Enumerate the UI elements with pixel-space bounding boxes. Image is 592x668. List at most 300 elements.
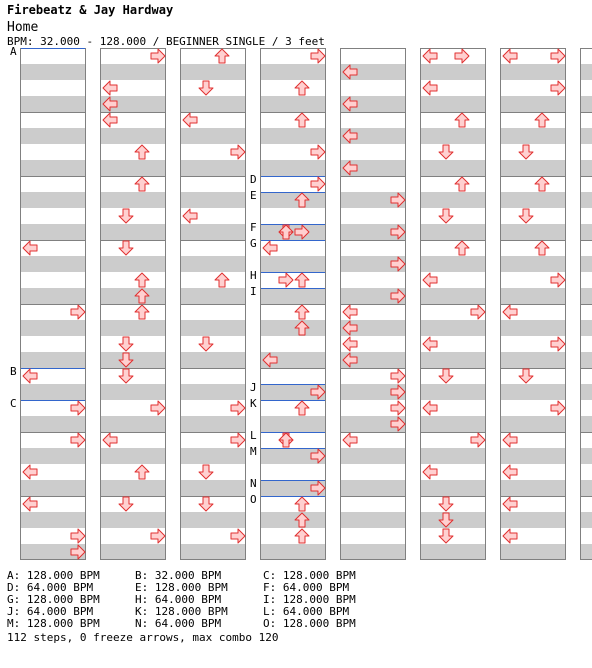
beat-band: [581, 272, 592, 288]
beat-band: [181, 128, 245, 144]
beat-band: [421, 240, 485, 256]
arrow-down-icon: [438, 368, 454, 384]
arrow-up-icon: [278, 224, 294, 240]
arrow-right-icon: [150, 48, 166, 64]
beat-band: [501, 480, 565, 496]
beat-band: [21, 128, 85, 144]
beat-band: [501, 448, 565, 464]
beat-band: [421, 480, 485, 496]
beat-band: [261, 416, 325, 432]
arrow-right-icon: [390, 192, 406, 208]
beat-band: [181, 480, 245, 496]
measure-line: [421, 240, 485, 241]
arrow-left-icon: [422, 48, 438, 64]
measure-line: [501, 559, 565, 560]
beat-band: [181, 288, 245, 304]
beat-band: [261, 128, 325, 144]
beat-band: [581, 96, 592, 112]
beat-band: [261, 512, 325, 528]
beat-band: [261, 528, 325, 544]
arrow-right-icon: [310, 448, 326, 464]
beat-band: [101, 128, 165, 144]
beat-band: [581, 160, 592, 176]
bpm-marker-label: N: [250, 477, 257, 490]
beat-band: [21, 320, 85, 336]
arrow-up-icon: [214, 272, 230, 288]
arrow-right-icon: [230, 400, 246, 416]
beat-band: [421, 384, 485, 400]
bpm-legend-entry: C: 128.000 BPM: [263, 569, 356, 582]
beat-band: [581, 192, 592, 208]
beat-band: [101, 192, 165, 208]
measure-line: [181, 559, 245, 560]
arrow-right-icon: [294, 224, 310, 240]
beat-band: [581, 480, 592, 496]
step-summary: 112 steps, 0 freeze arrows, max combo 120: [7, 631, 279, 644]
arrow-left-icon: [342, 64, 358, 80]
arrow-up-icon: [294, 80, 310, 96]
arrow-down-icon: [118, 336, 134, 352]
arrow-up-icon: [294, 400, 310, 416]
beat-band: [501, 176, 565, 192]
arrow-right-icon: [70, 432, 86, 448]
measure-line: [341, 559, 405, 560]
beat-band: [21, 416, 85, 432]
beat-band: [181, 448, 245, 464]
arrow-left-icon: [22, 496, 38, 512]
beat-band: [501, 192, 565, 208]
beat-band: [261, 464, 325, 480]
beat-band: [581, 256, 592, 272]
beat-band: [581, 112, 592, 128]
arrow-up-icon: [294, 112, 310, 128]
beat-band: [581, 224, 592, 240]
arrow-down-icon: [118, 352, 134, 368]
beat-band: [501, 544, 565, 560]
bpm-marker-label: I: [250, 285, 257, 298]
bpm-marker-label: K: [250, 397, 257, 410]
bpm-legend-entry: M: 128.000 BPM: [7, 617, 100, 630]
measure-line: [581, 432, 592, 433]
arrow-down-icon: [518, 208, 534, 224]
beat-band: [181, 384, 245, 400]
measure-line: [581, 176, 592, 177]
measure-line: [101, 304, 165, 305]
beat-band: [501, 240, 565, 256]
arrow-right-icon: [470, 304, 486, 320]
beat-band: [21, 448, 85, 464]
chart-info: BPM: 32.000 - 128.000 / BEGINNER SINGLE / 3 feet: [7, 35, 325, 48]
measure-line: [261, 112, 325, 113]
beat-band: [21, 208, 85, 224]
arrow-right-icon: [390, 416, 406, 432]
beat-band: [501, 320, 565, 336]
beat-band: [181, 240, 245, 256]
beat-band: [421, 176, 485, 192]
bpm-marker-label: E: [250, 189, 257, 202]
arrow-left-icon: [502, 464, 518, 480]
measure-line: [341, 48, 405, 49]
arrow-right-icon: [390, 288, 406, 304]
beat-band: [261, 304, 325, 320]
arrow-left-icon: [422, 336, 438, 352]
beat-band: [581, 320, 592, 336]
arrow-right-icon: [230, 432, 246, 448]
column-border: [405, 48, 406, 560]
arrow-up-icon: [134, 144, 150, 160]
beat-band: [261, 256, 325, 272]
beat-band: [101, 160, 165, 176]
beat-band: [421, 416, 485, 432]
arrow-down-icon: [438, 144, 454, 160]
measure-line: [181, 240, 245, 241]
arrow-up-icon: [134, 464, 150, 480]
bpm-legend-entry: N: 64.000 BPM: [135, 617, 222, 630]
arrow-right-icon: [470, 432, 486, 448]
measure-line: [261, 559, 325, 560]
arrow-right-icon: [278, 272, 294, 288]
beat-band: [181, 256, 245, 272]
beat-band: [341, 448, 405, 464]
beat-band: [21, 96, 85, 112]
beat-band: [21, 176, 85, 192]
beat-band: [181, 304, 245, 320]
measure-line: [501, 240, 565, 241]
measure-line: [581, 48, 592, 49]
arrow-down-icon: [438, 496, 454, 512]
beat-band: [181, 224, 245, 240]
beat-band: [21, 80, 85, 96]
arrow-left-icon: [422, 80, 438, 96]
bpm-change-line: [261, 288, 325, 289]
beat-band: [21, 480, 85, 496]
beat-band: [261, 64, 325, 80]
arrow-down-icon: [198, 80, 214, 96]
beat-band: [261, 96, 325, 112]
bpm-change-line: [261, 192, 325, 193]
beat-band: [501, 384, 565, 400]
beat-band: [181, 352, 245, 368]
bpm-marker-label: A: [10, 45, 17, 58]
bpm-marker-label: F: [250, 221, 257, 234]
bpm-legend-entry: L: 64.000 BPM: [263, 605, 350, 618]
beat-band: [501, 128, 565, 144]
beat-band: [181, 160, 245, 176]
beat-band: [341, 144, 405, 160]
arrow-left-icon: [342, 96, 358, 112]
arrow-right-icon: [550, 400, 566, 416]
beat-band: [581, 432, 592, 448]
arrow-down-icon: [198, 496, 214, 512]
bpm-legend-entry: F: 64.000 BPM: [263, 581, 350, 594]
arrow-left-icon: [182, 208, 198, 224]
column-border: [420, 48, 421, 560]
beat-band: [261, 192, 325, 208]
beat-band: [581, 240, 592, 256]
beat-band: [181, 512, 245, 528]
arrow-down-icon: [118, 240, 134, 256]
beat-band: [581, 496, 592, 512]
measure-line: [421, 559, 485, 560]
beat-band: [341, 528, 405, 544]
beat-band: [101, 64, 165, 80]
beat-band: [341, 48, 405, 64]
beat-band: [581, 288, 592, 304]
measure-line: [181, 304, 245, 305]
beat-band: [421, 112, 485, 128]
beat-band: [581, 400, 592, 416]
arrow-up-icon: [454, 240, 470, 256]
bpm-marker-label: H: [250, 269, 257, 282]
arrow-right-icon: [70, 400, 86, 416]
arrow-right-icon: [310, 48, 326, 64]
arrow-right-icon: [454, 48, 470, 64]
arrow-left-icon: [182, 112, 198, 128]
column-border: [580, 48, 581, 560]
arrow-up-icon: [134, 272, 150, 288]
arrow-left-icon: [422, 464, 438, 480]
arrow-left-icon: [502, 304, 518, 320]
column-border: [100, 48, 101, 560]
arrow-up-icon: [534, 176, 550, 192]
beat-band: [501, 96, 565, 112]
beat-band: [421, 224, 485, 240]
beat-band: [21, 384, 85, 400]
beat-band: [181, 272, 245, 288]
beat-band: [581, 80, 592, 96]
arrow-up-icon: [534, 112, 550, 128]
column-border: [180, 48, 181, 560]
bpm-legend-entry: G: 128.000 BPM: [7, 593, 100, 606]
arrow-left-icon: [22, 368, 38, 384]
arrow-right-icon: [550, 272, 566, 288]
beat-band: [581, 544, 592, 560]
beat-band: [101, 384, 165, 400]
arrow-up-icon: [294, 512, 310, 528]
beat-band: [21, 272, 85, 288]
beat-band: [341, 496, 405, 512]
arrow-right-icon: [70, 544, 86, 560]
beat-band: [581, 304, 592, 320]
beat-band: [261, 160, 325, 176]
beat-band: [21, 336, 85, 352]
beat-band: [501, 256, 565, 272]
arrow-left-icon: [102, 80, 118, 96]
bpm-legend-entry: H: 64.000 BPM: [135, 593, 222, 606]
beat-band: [581, 144, 592, 160]
beat-band: [421, 256, 485, 272]
beat-band: [101, 480, 165, 496]
beat-band: [421, 352, 485, 368]
bpm-marker-label: J: [250, 381, 257, 394]
measure-line: [101, 559, 165, 560]
beat-band: [421, 320, 485, 336]
beat-band: [501, 352, 565, 368]
beat-band: [421, 96, 485, 112]
measure-line: [581, 368, 592, 369]
bpm-legend-entry: D: 64.000 BPM: [7, 581, 94, 594]
arrow-left-icon: [342, 320, 358, 336]
arrow-right-icon: [390, 224, 406, 240]
bpm-change-line: [21, 48, 85, 49]
arrow-up-icon: [454, 112, 470, 128]
bpm-legend-entry: A: 128.000 BPM: [7, 569, 100, 582]
measure-line: [261, 368, 325, 369]
bpm-legend-entry: O: 128.000 BPM: [263, 617, 356, 630]
beat-band: [501, 288, 565, 304]
bpm-marker-label: L: [250, 429, 257, 442]
measure-line: [341, 176, 405, 177]
bpm-legend-entry: J: 64.000 BPM: [7, 605, 94, 618]
measure-line: [181, 368, 245, 369]
measure-line: [181, 48, 245, 49]
arrow-right-icon: [310, 144, 326, 160]
beat-band: [261, 208, 325, 224]
song-title: Home: [7, 20, 39, 35]
measure-line: [581, 304, 592, 305]
arrow-left-icon: [102, 96, 118, 112]
bpm-marker-label: G: [250, 237, 257, 250]
beat-band: [21, 224, 85, 240]
column-border: [20, 48, 21, 560]
beat-band: [101, 464, 165, 480]
beat-band: [341, 240, 405, 256]
beat-band: [501, 224, 565, 240]
column-border: [340, 48, 341, 560]
beat-band: [421, 64, 485, 80]
beat-band: [261, 496, 325, 512]
bpm-marker-label: D: [250, 173, 257, 186]
arrow-up-icon: [294, 496, 310, 512]
arrow-up-icon: [134, 176, 150, 192]
arrow-down-icon: [438, 512, 454, 528]
arrow-down-icon: [118, 368, 134, 384]
beat-band: [101, 224, 165, 240]
beat-band: [181, 64, 245, 80]
arrow-right-icon: [550, 336, 566, 352]
arrow-down-icon: [518, 144, 534, 160]
beat-band: [501, 112, 565, 128]
beat-band: [421, 160, 485, 176]
beat-band: [21, 352, 85, 368]
beat-band: [501, 416, 565, 432]
beat-band: [261, 368, 325, 384]
arrow-down-icon: [438, 208, 454, 224]
measure-line: [341, 240, 405, 241]
arrow-left-icon: [502, 528, 518, 544]
arrow-right-icon: [550, 80, 566, 96]
arrow-left-icon: [422, 400, 438, 416]
bpm-marker-label: C: [10, 397, 17, 410]
beat-band: [341, 176, 405, 192]
beat-band: [21, 48, 85, 64]
beat-band: [341, 512, 405, 528]
beat-band: [21, 144, 85, 160]
beat-band: [581, 336, 592, 352]
arrow-up-icon: [294, 528, 310, 544]
measure-line: [341, 496, 405, 497]
beat-band: [21, 64, 85, 80]
beat-band: [341, 480, 405, 496]
beat-band: [21, 256, 85, 272]
beat-band: [581, 176, 592, 192]
beat-band: [181, 368, 245, 384]
beat-band: [421, 288, 485, 304]
bpm-marker-label: O: [250, 493, 257, 506]
beat-band: [261, 336, 325, 352]
arrow-down-icon: [118, 496, 134, 512]
bpm-change-line: [261, 496, 325, 497]
measure-line: [21, 112, 85, 113]
column-border: [245, 48, 246, 560]
measure-line: [181, 176, 245, 177]
bpm-marker-label: M: [250, 445, 257, 458]
beat-band: [181, 544, 245, 560]
beat-band: [261, 544, 325, 560]
beat-band: [341, 112, 405, 128]
arrow-up-icon: [294, 272, 310, 288]
beat-band: [581, 384, 592, 400]
arrow-up-icon: [294, 192, 310, 208]
measure-line: [21, 176, 85, 177]
beat-band: [341, 544, 405, 560]
arrow-up-icon: [134, 288, 150, 304]
arrow-left-icon: [502, 48, 518, 64]
beat-band: [421, 192, 485, 208]
measure-line: [581, 496, 592, 497]
beat-band: [501, 64, 565, 80]
arrow-right-icon: [230, 528, 246, 544]
arrow-right-icon: [390, 400, 406, 416]
measure-line: [261, 304, 325, 305]
beat-band: [261, 320, 325, 336]
beat-band: [581, 352, 592, 368]
arrow-right-icon: [390, 256, 406, 272]
beat-band: [181, 48, 245, 64]
beat-band: [21, 192, 85, 208]
measure-line: [421, 112, 485, 113]
arrow-left-icon: [342, 128, 358, 144]
arrow-left-icon: [262, 352, 278, 368]
beat-band: [341, 80, 405, 96]
arrow-right-icon: [390, 368, 406, 384]
arrow-up-icon: [294, 304, 310, 320]
measure-line: [581, 559, 592, 560]
beat-band: [101, 512, 165, 528]
beat-band: [101, 288, 165, 304]
arrow-up-icon: [534, 240, 550, 256]
arrow-right-icon: [390, 384, 406, 400]
beat-band: [581, 208, 592, 224]
beat-band: [21, 112, 85, 128]
arrow-right-icon: [550, 48, 566, 64]
beat-band: [501, 160, 565, 176]
beat-band: [581, 448, 592, 464]
beat-band: [501, 512, 565, 528]
beat-band: [101, 448, 165, 464]
beat-band: [421, 544, 485, 560]
song-artist: Firebeatz & Jay Hardway: [7, 3, 174, 17]
measure-line: [581, 112, 592, 113]
arrow-left-icon: [262, 240, 278, 256]
beat-band: [101, 544, 165, 560]
measure-line: [501, 176, 565, 177]
beat-band: [581, 368, 592, 384]
column-border: [260, 48, 261, 560]
beat-band: [421, 448, 485, 464]
arrow-left-icon: [502, 496, 518, 512]
arrow-right-icon: [150, 528, 166, 544]
